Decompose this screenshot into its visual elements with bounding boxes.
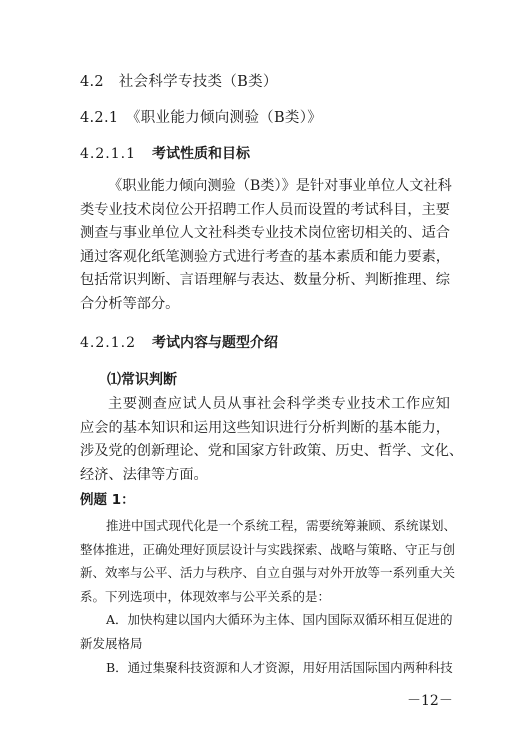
section-heading-4-2-1-1 xyxy=(80,143,250,163)
intro-paragraph xyxy=(80,175,450,316)
paragraph-line: 合分析等部分。 xyxy=(80,295,180,312)
section-heading-4-2-1: 4.2.1 《职业能力倾向测验（B类）》 xyxy=(80,110,323,126)
common-sense-paragraph xyxy=(80,393,464,487)
example-question xyxy=(80,514,457,679)
paragraph-line: 测查与事业单位人文社科类专业技术岗位密切相关的、适合 xyxy=(80,225,450,241)
paragraph-line: 《职业能力倾向测验（B类）》是针对事业单位人文社科 xyxy=(108,178,452,194)
option-b-line: B．通过集聚科技资源和人才资源，用好用活国际国内两种科技 xyxy=(106,659,453,675)
paragraph-line: 类专业技术岗位公开招聘工作人员而设置的考试科目，主要 xyxy=(80,201,450,218)
paragraph-line: 经济、法律等方面。 xyxy=(80,466,208,483)
section-heading-4-2: 4.2 社会科学专技类（B类） xyxy=(80,74,278,90)
question-line: 新、效率与公平、活力与秩序、自立自强与对外开放等一系列重大关 xyxy=(80,565,456,581)
option-a-line: 新发展格局 xyxy=(80,635,143,651)
heading-number: 4.2.1.1 xyxy=(80,146,136,162)
question-line: 整体推进，正确处理好顶层设计与实践探索、战略与策略、守正与创 xyxy=(80,541,456,557)
subsection-title-common-sense: ⑴常识判断 xyxy=(107,372,177,388)
option-a-line: A．加快构建以国内大循环为主体、国内国际双循环相互促进的 xyxy=(106,612,453,628)
heading-title: 考试性质和目标 xyxy=(151,146,250,162)
paragraph-line: 通过客观化纸笔测验方式进行考查的基本素质和能力要素， xyxy=(80,248,450,265)
page-number: －12－ xyxy=(407,693,453,709)
paragraph-line: 主要测查应试人员从事社会科学类专业技术工作应知 xyxy=(108,396,450,412)
paragraph-line: 涉及党的创新理论、党和国家方针政策、历史、哲学、文化、 xyxy=(80,443,464,459)
example-label: 例题 1： xyxy=(80,492,135,508)
paragraph-line: 包括常识判断、言语理解与表达、数量分析、判断推理、综 xyxy=(80,272,450,288)
heading-number: 4.2.1.2 xyxy=(80,335,136,351)
section-heading-4-2-1-2 xyxy=(80,332,278,352)
paragraph-line: 应会的基本知识和运用这些知识进行分析判断的基本能力， xyxy=(80,419,450,436)
question-line: 推进中国式现代化是一个系统工程，需要统筹兼顾、系统谋划、 xyxy=(106,518,457,533)
question-line: 系。下列选项中，体现效率与公平关系的是： xyxy=(80,588,331,604)
heading-title: 考试内容与题型介绍 xyxy=(151,335,278,351)
